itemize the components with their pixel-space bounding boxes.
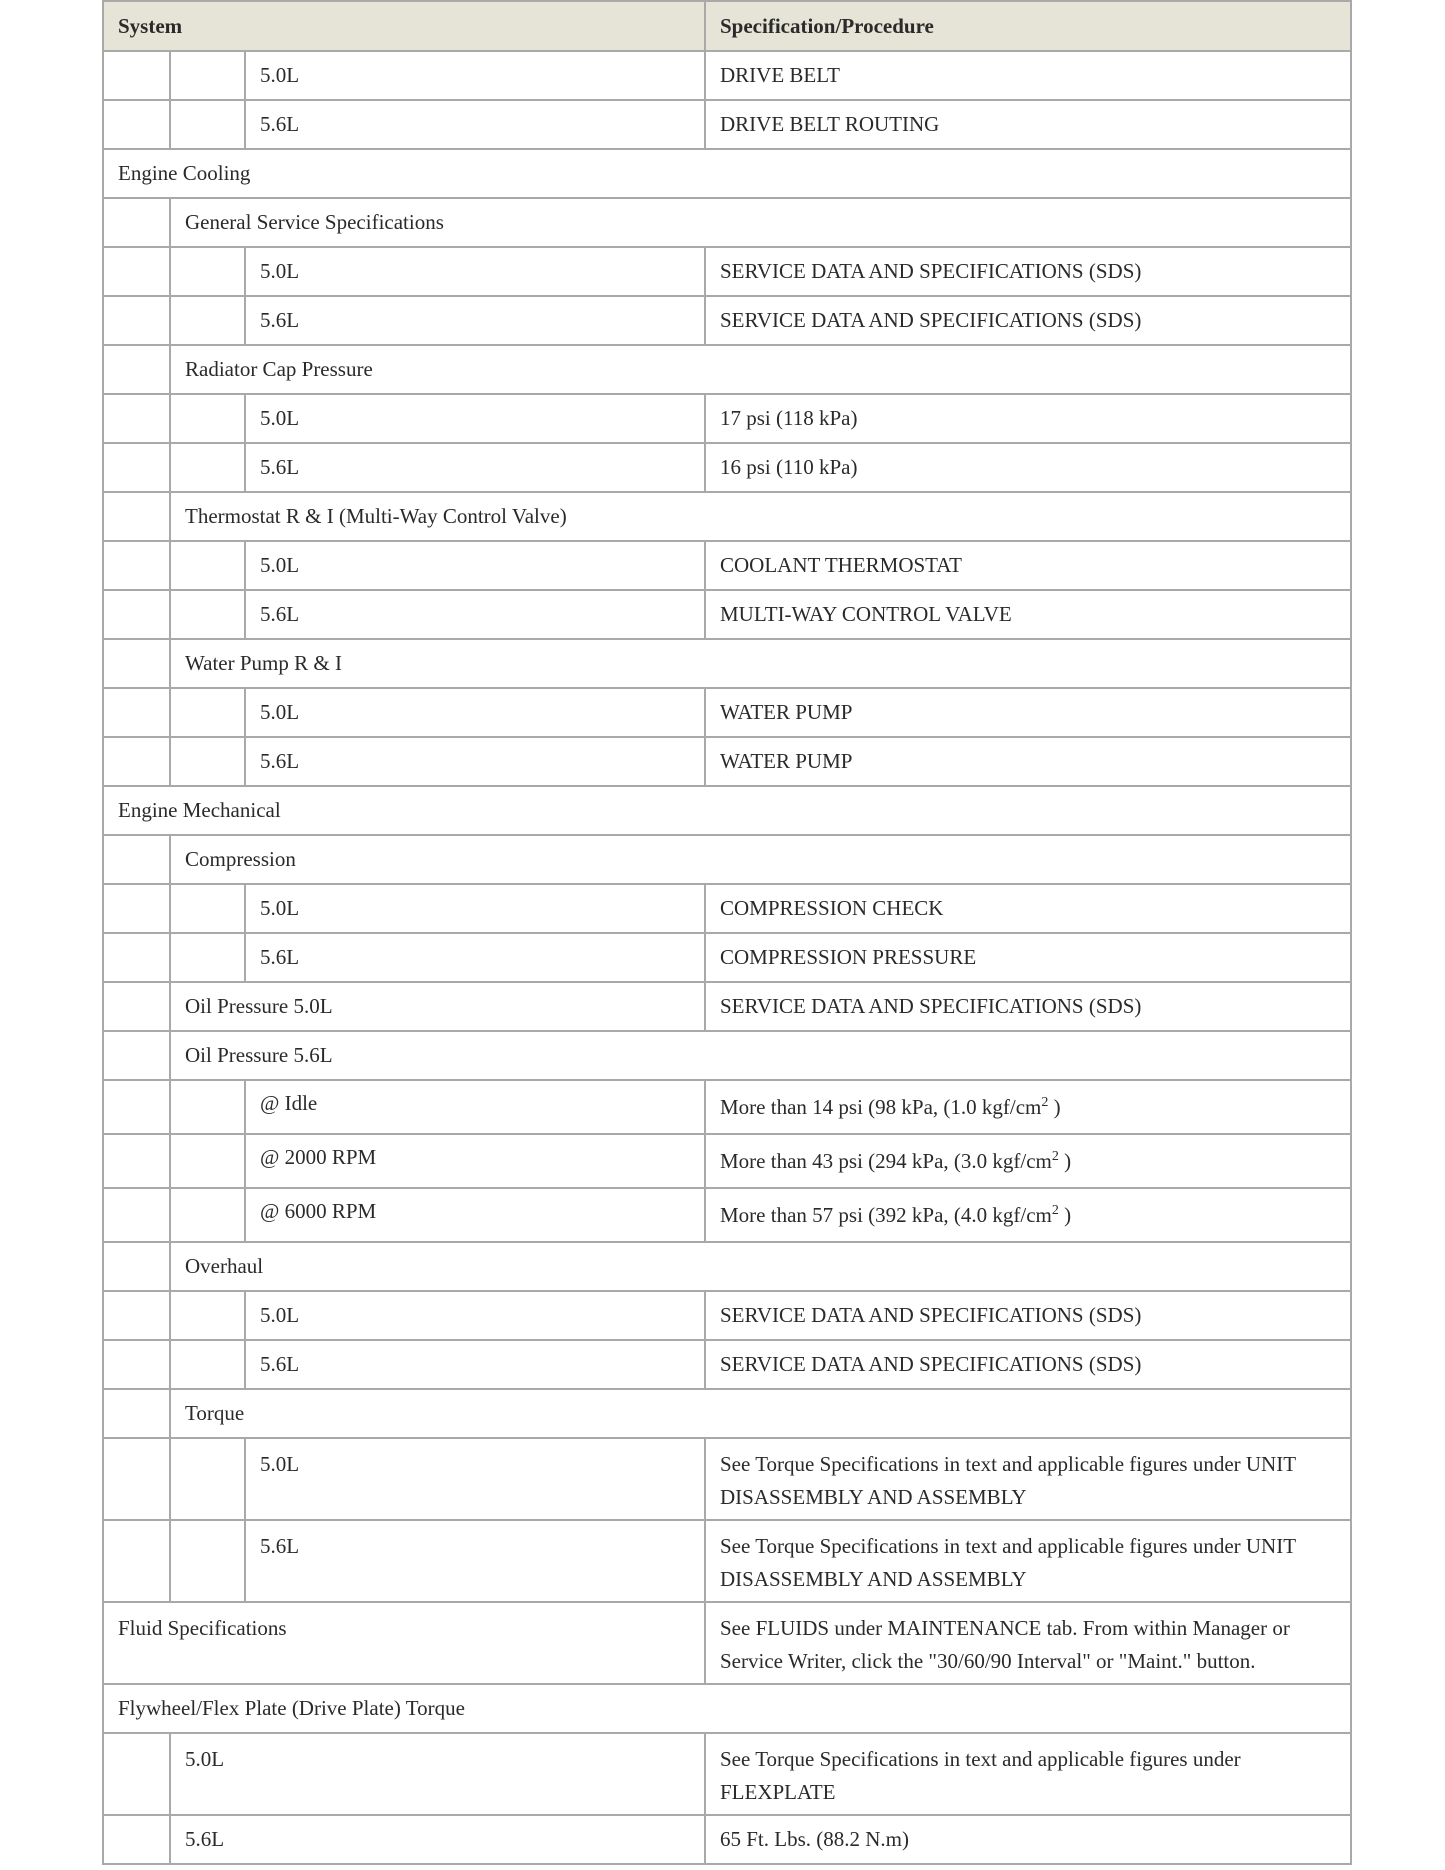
indent-cell <box>103 835 170 884</box>
table-row <box>103 1340 1351 1389</box>
table-row <box>103 1602 1351 1684</box>
indent-cell <box>103 198 170 247</box>
table-row <box>103 345 1351 394</box>
indent-cell <box>170 247 245 296</box>
spec-text: 65 Ft. Lbs. (88.2 N.m) <box>720 1827 909 1851</box>
spec-cell <box>705 541 1351 590</box>
indent-cell <box>103 296 170 345</box>
spec-text: More than 14 psi (98 kPa, (1.0 kgf/cm <box>720 1094 1042 1119</box>
system-cell: Thermostat R & I (Multi-Way Control Valve) <box>170 492 1351 541</box>
indent-cell <box>103 982 170 1031</box>
indent-cell <box>103 1815 170 1864</box>
indent-cell <box>170 394 245 443</box>
table-row <box>103 492 1351 541</box>
indent-cell <box>170 1340 245 1389</box>
system-cell: Flywheel/Flex Plate (Drive Plate) Torque <box>103 1684 1351 1733</box>
table-row <box>103 394 1351 443</box>
spec-text: DRIVE BELT <box>720 63 840 87</box>
system-cell: Compression <box>170 835 1351 884</box>
spec-text: SERVICE DATA AND SPECIFICATIONS (SDS) <box>720 259 1142 283</box>
table-row <box>103 786 1351 835</box>
indent-cell <box>103 1733 170 1815</box>
table-row <box>103 443 1351 492</box>
spec-text: See Torque Specifications in text and applicable figures under UNIT DISASSEMBLY AND ASSEMBLY <box>720 1534 1296 1591</box>
spec-text: MULTI-WAY CONTROL VALVE <box>720 602 1012 626</box>
system-cell: @ 6000 RPM <box>245 1188 705 1242</box>
table-row <box>103 100 1351 149</box>
system-cell: 5.6L <box>245 296 705 345</box>
superscript: 2 <box>1041 1094 1049 1110</box>
table-row <box>103 1134 1351 1188</box>
indent-cell <box>103 51 170 100</box>
indent-cell <box>170 884 245 933</box>
specifications-table <box>102 0 1352 1865</box>
indent-cell <box>103 1438 170 1520</box>
indent-cell <box>170 737 245 786</box>
indent-cell <box>103 590 170 639</box>
indent-cell <box>103 541 170 590</box>
spec-text: 16 psi (110 kPa) <box>720 455 858 479</box>
table-row <box>103 1438 1351 1520</box>
table-row <box>103 1188 1351 1242</box>
table-row <box>103 590 1351 639</box>
spec-text: WATER PUMP <box>720 749 853 773</box>
spec-cell <box>705 1602 1351 1684</box>
table-row <box>103 933 1351 982</box>
system-cell: Engine Cooling <box>103 149 1351 198</box>
indent-cell <box>103 443 170 492</box>
table-row <box>103 639 1351 688</box>
spec-cell <box>705 982 1351 1031</box>
table-row <box>103 1031 1351 1080</box>
system-cell: 5.6L <box>245 443 705 492</box>
indent-cell <box>170 1291 245 1340</box>
spec-text: See Torque Specifications in text and applicable figures under FLEXPLATE <box>720 1747 1241 1804</box>
system-cell: Radiator Cap Pressure <box>170 345 1351 394</box>
system-cell: Torque <box>170 1389 1351 1438</box>
indent-cell <box>170 541 245 590</box>
system-cell: 5.6L <box>245 1340 705 1389</box>
table-row <box>103 1291 1351 1340</box>
indent-cell <box>170 1134 245 1188</box>
spec-cell <box>705 884 1351 933</box>
indent-cell <box>170 590 245 639</box>
spec-text: DRIVE BELT ROUTING <box>720 112 940 136</box>
indent-cell <box>170 1080 245 1134</box>
table-row <box>103 51 1351 100</box>
table-body <box>103 51 1351 1864</box>
header-row <box>103 1 1351 51</box>
system-cell: 5.0L <box>245 541 705 590</box>
spec-text: COMPRESSION CHECK <box>720 896 944 920</box>
indent-cell <box>170 296 245 345</box>
system-cell: 5.6L <box>245 100 705 149</box>
system-cell: 5.0L <box>245 1291 705 1340</box>
system-cell: Water Pump R & I <box>170 639 1351 688</box>
spec-text-tail: ) <box>1058 1202 1072 1227</box>
table-row <box>103 541 1351 590</box>
system-cell: 5.6L <box>245 1520 705 1602</box>
indent-cell <box>103 1389 170 1438</box>
system-cell: 5.0L <box>245 247 705 296</box>
spec-text: More than 57 psi (392 kPa, (4.0 kgf/cm <box>720 1202 1052 1227</box>
spec-text: SERVICE DATA AND SPECIFICATIONS (SDS) <box>720 308 1142 332</box>
spec-text: COOLANT THERMOSTAT <box>720 553 962 577</box>
superscript: 2 <box>1051 1148 1059 1164</box>
table-row <box>103 149 1351 198</box>
system-cell: Overhaul <box>170 1242 1351 1291</box>
spec-cell <box>705 51 1351 100</box>
system-cell: 5.0L <box>245 688 705 737</box>
spec-text: See Torque Specifications in text and applicable figures under UNIT DISASSEMBLY AND ASSEMBLY <box>720 1452 1296 1509</box>
table-row <box>103 247 1351 296</box>
spec-cell <box>705 933 1351 982</box>
indent-cell <box>170 933 245 982</box>
spec-text-tail: ) <box>1048 1094 1061 1119</box>
spec-text: WATER PUMP <box>720 700 853 724</box>
indent-cell <box>103 1242 170 1291</box>
indent-cell <box>103 1080 170 1134</box>
table-row <box>103 688 1351 737</box>
system-cell: 5.6L <box>245 737 705 786</box>
table-row <box>103 198 1351 247</box>
indent-cell <box>103 1340 170 1389</box>
indent-cell <box>103 100 170 149</box>
spec-text: SERVICE DATA AND SPECIFICATIONS (SDS) <box>720 994 1142 1018</box>
spec-cell <box>705 1340 1351 1389</box>
system-cell: @ Idle <box>245 1080 705 1134</box>
spec-cell <box>705 1438 1351 1520</box>
table-row <box>103 982 1351 1031</box>
indent-cell <box>103 247 170 296</box>
system-cell: Oil Pressure 5.0L <box>170 982 705 1031</box>
table-row <box>103 1684 1351 1733</box>
table-row <box>103 296 1351 345</box>
table-row <box>103 835 1351 884</box>
spec-text: 17 psi (118 kPa) <box>720 406 858 430</box>
indent-cell <box>103 345 170 394</box>
spec-cell <box>705 590 1351 639</box>
indent-cell <box>170 51 245 100</box>
system-cell: 5.6L <box>245 590 705 639</box>
table-row <box>103 737 1351 786</box>
spec-cell <box>705 296 1351 345</box>
indent-cell <box>103 1188 170 1242</box>
table-row <box>103 1733 1351 1815</box>
system-cell: 5.0L <box>245 884 705 933</box>
spec-cell <box>705 1733 1351 1815</box>
spec-cell <box>705 394 1351 443</box>
spec-cell <box>705 1291 1351 1340</box>
indent-cell <box>103 394 170 443</box>
spec-text: SERVICE DATA AND SPECIFICATIONS (SDS) <box>720 1352 1142 1376</box>
system-cell: 5.6L <box>245 933 705 982</box>
system-cell: @ 2000 RPM <box>245 1134 705 1188</box>
spec-text: COMPRESSION PRESSURE <box>720 945 977 969</box>
spec-cell <box>705 737 1351 786</box>
table-row <box>103 1815 1351 1864</box>
system-cell: Engine Mechanical <box>103 786 1351 835</box>
indent-cell <box>170 1520 245 1602</box>
table-row <box>103 1520 1351 1602</box>
indent-cell <box>103 1291 170 1340</box>
spec-cell <box>705 1815 1351 1864</box>
system-cell: 5.0L <box>245 1438 705 1520</box>
spec-column-header: Specification/Procedure <box>705 1 1351 51</box>
superscript: 2 <box>1051 1202 1059 1218</box>
indent-cell <box>103 1031 170 1080</box>
indent-cell <box>103 492 170 541</box>
spec-cell <box>705 247 1351 296</box>
table-row <box>103 1389 1351 1438</box>
spec-cell <box>705 443 1351 492</box>
system-cell: 5.6L <box>170 1815 705 1864</box>
system-cell: 5.0L <box>245 51 705 100</box>
indent-cell <box>103 933 170 982</box>
indent-cell <box>170 1188 245 1242</box>
table-row <box>103 1080 1351 1134</box>
table-row <box>103 1242 1351 1291</box>
system-cell: 5.0L <box>170 1733 705 1815</box>
spec-text: See FLUIDS under MAINTENANCE tab. From within Manager or Service Writer, click the "30/60/90 Interval" or "Maint." button. <box>720 1616 1290 1673</box>
indent-cell <box>103 688 170 737</box>
indent-cell <box>103 1520 170 1602</box>
spec-text: More than 43 psi (294 kPa, (3.0 kgf/cm <box>720 1148 1052 1173</box>
indent-cell <box>103 884 170 933</box>
indent-cell <box>170 100 245 149</box>
system-cell: 5.0L <box>245 394 705 443</box>
indent-cell <box>103 1134 170 1188</box>
spec-cell <box>705 1080 1351 1134</box>
system-cell: General Service Specifications <box>170 198 1351 247</box>
table-row <box>103 884 1351 933</box>
spec-cell <box>705 1188 1351 1242</box>
indent-cell <box>170 1438 245 1520</box>
spec-cell <box>705 688 1351 737</box>
spec-cell <box>705 1520 1351 1602</box>
system-column-header: System <box>103 1 705 51</box>
indent-cell <box>170 443 245 492</box>
system-cell: Oil Pressure 5.6L <box>170 1031 1351 1080</box>
spec-cell <box>705 100 1351 149</box>
spec-cell <box>705 1134 1351 1188</box>
system-cell: Fluid Specifications <box>103 1602 705 1684</box>
spec-text-tail: ) <box>1058 1148 1072 1173</box>
indent-cell <box>103 737 170 786</box>
indent-cell <box>170 688 245 737</box>
indent-cell <box>103 639 170 688</box>
spec-text: SERVICE DATA AND SPECIFICATIONS (SDS) <box>720 1303 1142 1327</box>
